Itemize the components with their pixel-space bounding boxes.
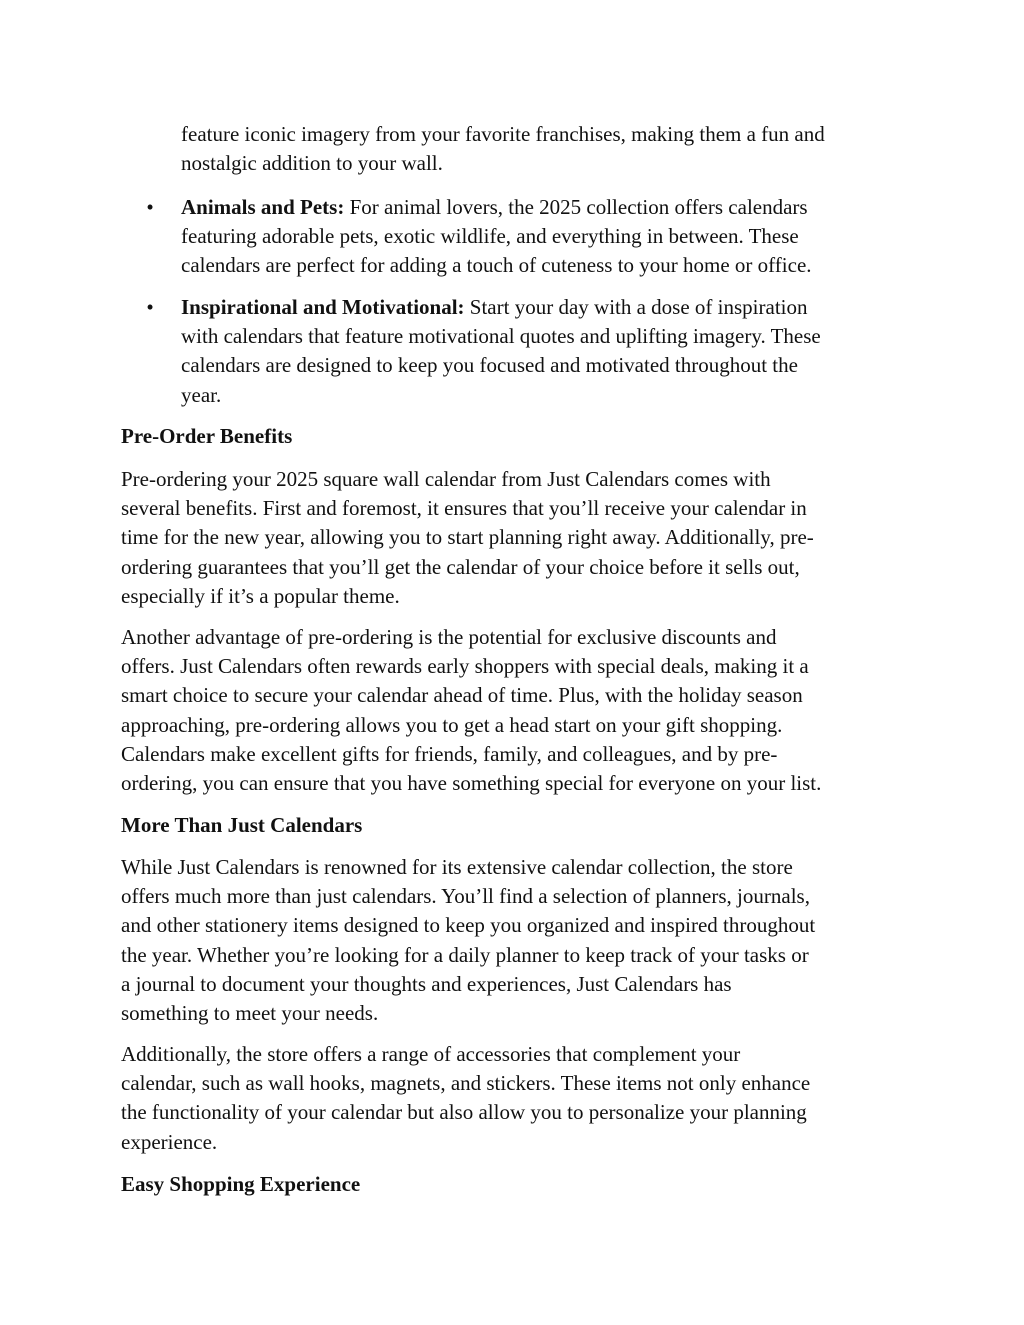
paragraph — [121, 623, 911, 798]
section-heading: Easy Shopping Experience — [121, 1172, 361, 1196]
bullet-label: Animals and Pets: — [181, 195, 345, 219]
text-line: time for the new year, allowing you to start planning right away. Additionally, pre- — [121, 525, 814, 550]
bullet-label: Inspirational and Motivational: — [181, 295, 465, 319]
paragraph — [121, 465, 911, 611]
text-line: a journal to document your thoughts and experiences, Just Calendars has — [121, 971, 732, 996]
section-heading: More Than Just Calendars — [121, 813, 363, 837]
text-line: something to meet your needs. — [121, 1001, 379, 1026]
text-line: year. — [181, 382, 222, 407]
text-line: with calendars that feature motivational quotes and uplifting imagery. These — [181, 324, 821, 349]
text-line: approaching, pre-ordering allows you to get a head start on your gift shopping. — [121, 712, 783, 737]
text-line: several benefits. First and foremost, it ensures that you’ll receive your calendar in — [121, 496, 807, 521]
text-line: the functionality of your calendar but also allow you to personalize your planning — [121, 1100, 807, 1125]
text-line: nostalgic addition to your wall. — [181, 151, 443, 176]
section-heading: Pre-Order Benefits — [121, 424, 293, 448]
text-line: Pre-ordering your 2025 square wall calendar from Just Calendars comes with — [121, 467, 771, 491]
list-item — [146, 293, 911, 410]
bullet-continuation — [181, 120, 911, 178]
text-line: and other stationery items designed to keep you organized and inspired throughout — [121, 913, 816, 938]
bullet-icon: • — [146, 195, 154, 219]
text-line: feature iconic imagery from your favorite franchises, making them a fun and — [181, 122, 825, 146]
text-line: Additionally, the store offers a range of accessories that complement your — [121, 1042, 741, 1066]
text-line: calendars are designed to keep you focused and motivated throughout the — [181, 353, 798, 378]
bullet-icon: • — [146, 295, 154, 319]
text-line: experience. — [121, 1129, 218, 1154]
text-line: calendars are perfect for adding a touch of cuteness to your home or office. — [181, 253, 812, 278]
text-line: ordering, you can ensure that you have something special for everyone on your list. — [121, 771, 822, 796]
text-line: calendar, such as wall hooks, magnets, and stickers. These items not only enhance — [121, 1071, 811, 1096]
text-line: Calendars make excellent gifts for friends, family, and colleagues, and by pre- — [121, 741, 778, 766]
text-line: While Just Calendars is renowned for its extensive calendar collection, the store — [121, 855, 793, 879]
text-line: ordering guarantees that you’ll get the calendar of your choice before it sells out, — [121, 554, 800, 579]
list-item — [146, 193, 911, 281]
text-line: Inspirational and Motivational: Start your day with a dose of inspiration — [181, 295, 808, 319]
text-line: Animals and Pets: For animal lovers, the 2025 collection offers calendars — [181, 195, 808, 219]
paragraph — [121, 1040, 911, 1157]
text-line: the year. Whether you’re looking for a daily planner to keep track of your tasks or — [121, 942, 809, 967]
text-line: Another advantage of pre-ordering is the potential for exclusive discounts and — [121, 625, 777, 649]
text-line: offers. Just Calendars often rewards early shoppers with special deals, making it a — [121, 654, 809, 679]
text-line: offers much more than just calendars. You’ll find a selection of planners, journals, — [121, 884, 810, 909]
text-line: featuring adorable pets, exotic wildlife, and everything in between. These — [181, 224, 799, 249]
paragraph — [121, 853, 911, 1028]
text-line: smart choice to secure your calendar ahead of time. Plus, with the holiday season — [121, 683, 803, 708]
text-line: especially if it’s a popular theme. — [121, 583, 400, 608]
